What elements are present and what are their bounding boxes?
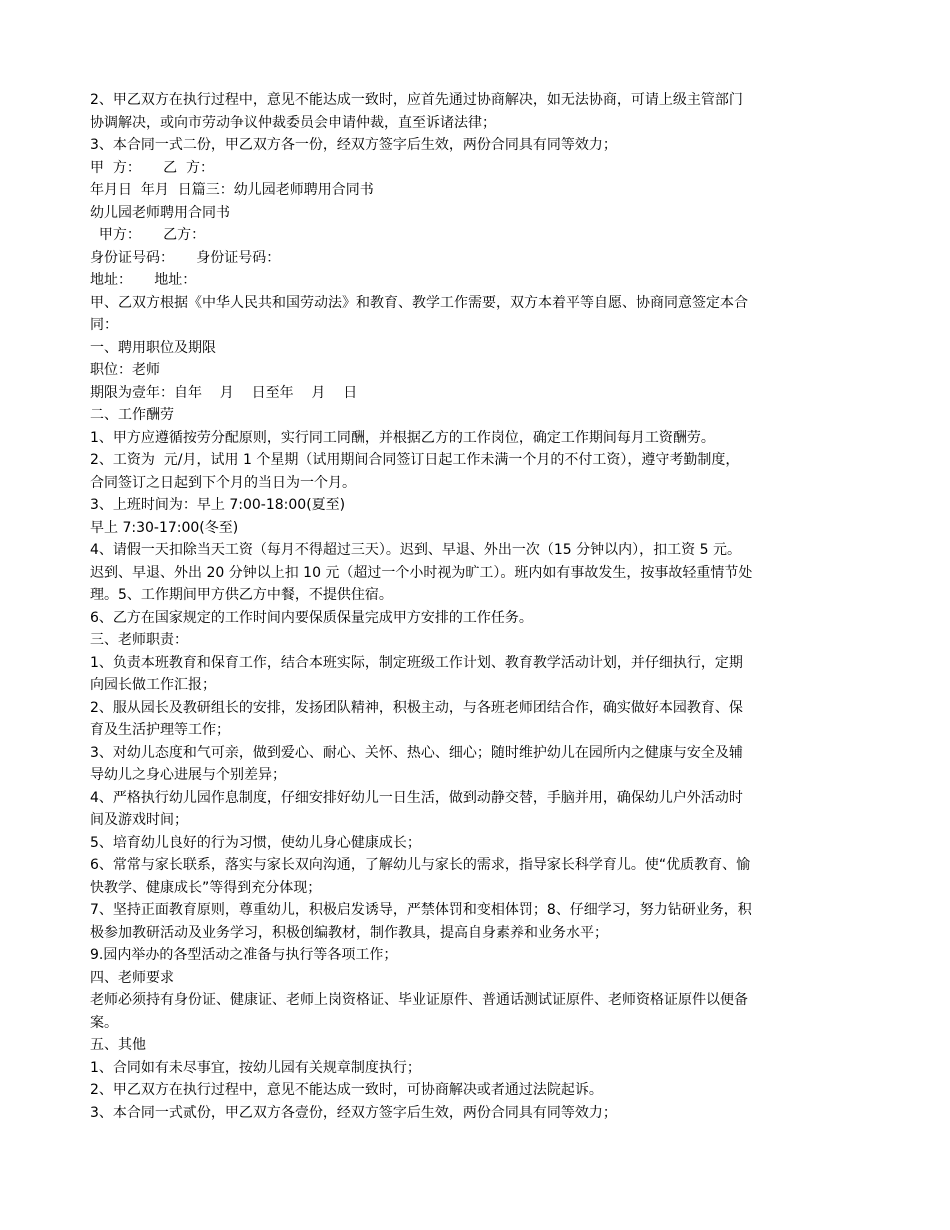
text-line: 2、服从园长及教研组长的安排，发扬团队精神，积极主动，与各班老师团结合作，确实做好本园教育、保 (90, 699, 743, 716)
text-line: 身份证号码： 身份证号码： (90, 249, 281, 266)
text-line: 快教学、健康成长”等得到充分体现； (90, 879, 322, 896)
text-line: 1、甲方应遵循按劳分配原则，实行同工同酬，并根据乙方的工作岗位，确定工作期间每月工资酬劳。 (90, 429, 715, 446)
text-line: 四、老师要求 (90, 969, 174, 986)
text-line: 5、培育幼儿良好的行为习惯，使幼儿身心健康成长； (90, 834, 421, 851)
text-line: 一、聘用职位及期限 (90, 339, 216, 356)
text-line: 甲方： 乙方： (90, 227, 206, 243)
text-line: 6、常常与家长联系，落实与家长双向沟通，了解幼儿与家长的需求，指导家长科学育儿。使“优质教育、愉 (90, 857, 751, 873)
text-line: 9.园内举办的各型活动之准备与执行等各项工作； (90, 947, 398, 963)
text-line: 老师必须持有身份证、健康证、老师上岗资格证、毕业证原件、普通话测试证原件、老师资格证原件以便备 (90, 992, 748, 1008)
text-line: 五、其他 (90, 1037, 146, 1053)
text-line: 3、上班时间为：早上 7:00-18:00(夏至) (90, 497, 346, 513)
text-line: 三、老师职责： (90, 632, 188, 648)
text-line: 甲、乙双方根据《中华人民共和国劳动法》和教育、教学工作需要，双方本着平等自愿、协商同意签定本合 (90, 294, 748, 311)
text-line: 导幼儿之身心进展与个别差异； (90, 767, 286, 783)
text-line: 4、严格执行幼儿园作息制度，仔细安排好幼儿一日生活，做到动静交替，手脑并用，确保幼儿户外活动时 (90, 789, 743, 806)
document-body (90, 89, 865, 1124)
text-line: 育及生活护理等工作； (90, 722, 230, 738)
text-line: 协调解决，或向市劳动争议仲裁委员会申请仲裁，直至诉诸法律； (90, 114, 496, 131)
text-line: 年月日 年月 日篇三：幼儿园老师聘用合同书 (90, 182, 374, 198)
text-line: 理。5、工作期间甲方供乙方中餐，不提供住宿。 (90, 587, 393, 603)
text-line: 迟到、早退、外出 20 分钟以上扣 10 元（超过一个小时视为旷工）。班内如有事故发生，按事故轻重情节处 (90, 564, 753, 581)
text-line: 同： (90, 317, 118, 333)
text-line: 极参加教研活动及业务学习，积极创编教材，制作教具，提高自身素养和业务水平； (90, 924, 608, 941)
text-line: 地址： 地址： (90, 272, 197, 288)
text-line: 二、工作酬劳 (90, 407, 174, 423)
text-line: 3、本合同一式贰份，甲乙双方各壹份，经双方签字后生效，两份合同具有同等效力； (90, 1104, 617, 1121)
text-line: 合同签订之日起到下个月的当日为一个月。 (90, 474, 356, 491)
text-line: 7、坚持正面教育原则，尊重幼儿，积极启发诱导，严禁体罚和变相体罚；8、仔细学习，努力钻研业务，积 (90, 902, 752, 918)
text-line: 2、甲乙双方在执行过程中，意见不能达成一致时，可协商解决或者通过法院起诉。 (90, 1082, 603, 1098)
text-line: 2、工资为 元/月，试用 1 个星期（试用期间合同签订日起工作未满一个月的不付工资），遵守考勤制度， (90, 452, 740, 468)
text-line: 向园长做工作汇报； (90, 677, 216, 693)
text-line: 3、对幼儿态度和气可亲，做到爱心、耐心、关怀、热心、细心；随时维护幼儿在园所内之健康与安全及辅 (90, 744, 743, 761)
text-line: 间及游戏时间； (90, 812, 188, 828)
text-line: 4、请假一天扣除当天工资（每月不得超过三天）。迟到、早退、外出一次（15 分钟以内），扣工资 5 元。 (90, 542, 741, 558)
text-line: 期限为壹年：自年 月 日至年 月 日 (90, 384, 358, 401)
text-line: 案。 (90, 1014, 118, 1031)
text-line: 6、乙方在国家规定的工作时间内要保质保量完成甲方安排的工作任务。 (90, 609, 533, 626)
text-line: 3、本合同一式二份，甲乙双方各一份，经双方签字后生效，两份合同具有同等效力； (90, 137, 617, 153)
text-line: 1、负责本班教育和保育工作，结合本班实际，制定班级工作计划、教育教学活动计划，并仔细执行，定期 (90, 654, 743, 671)
text-line: 早上 7:30-17:00(冬至) (90, 519, 239, 536)
text-line: 幼儿园老师聘用合同书 (90, 204, 230, 221)
text-line: 1、合同如有未尽事宜，按幼儿园有关规章制度执行； (90, 1059, 421, 1076)
text-line: 职位：老师 (90, 362, 160, 378)
text-line: 甲 方： 乙 方： (90, 159, 215, 176)
text-line: 2、甲乙双方在执行过程中，意见不能达成一致时，应首先通过协商解决，如无法协商，可请上级主管部门 (90, 92, 743, 108)
